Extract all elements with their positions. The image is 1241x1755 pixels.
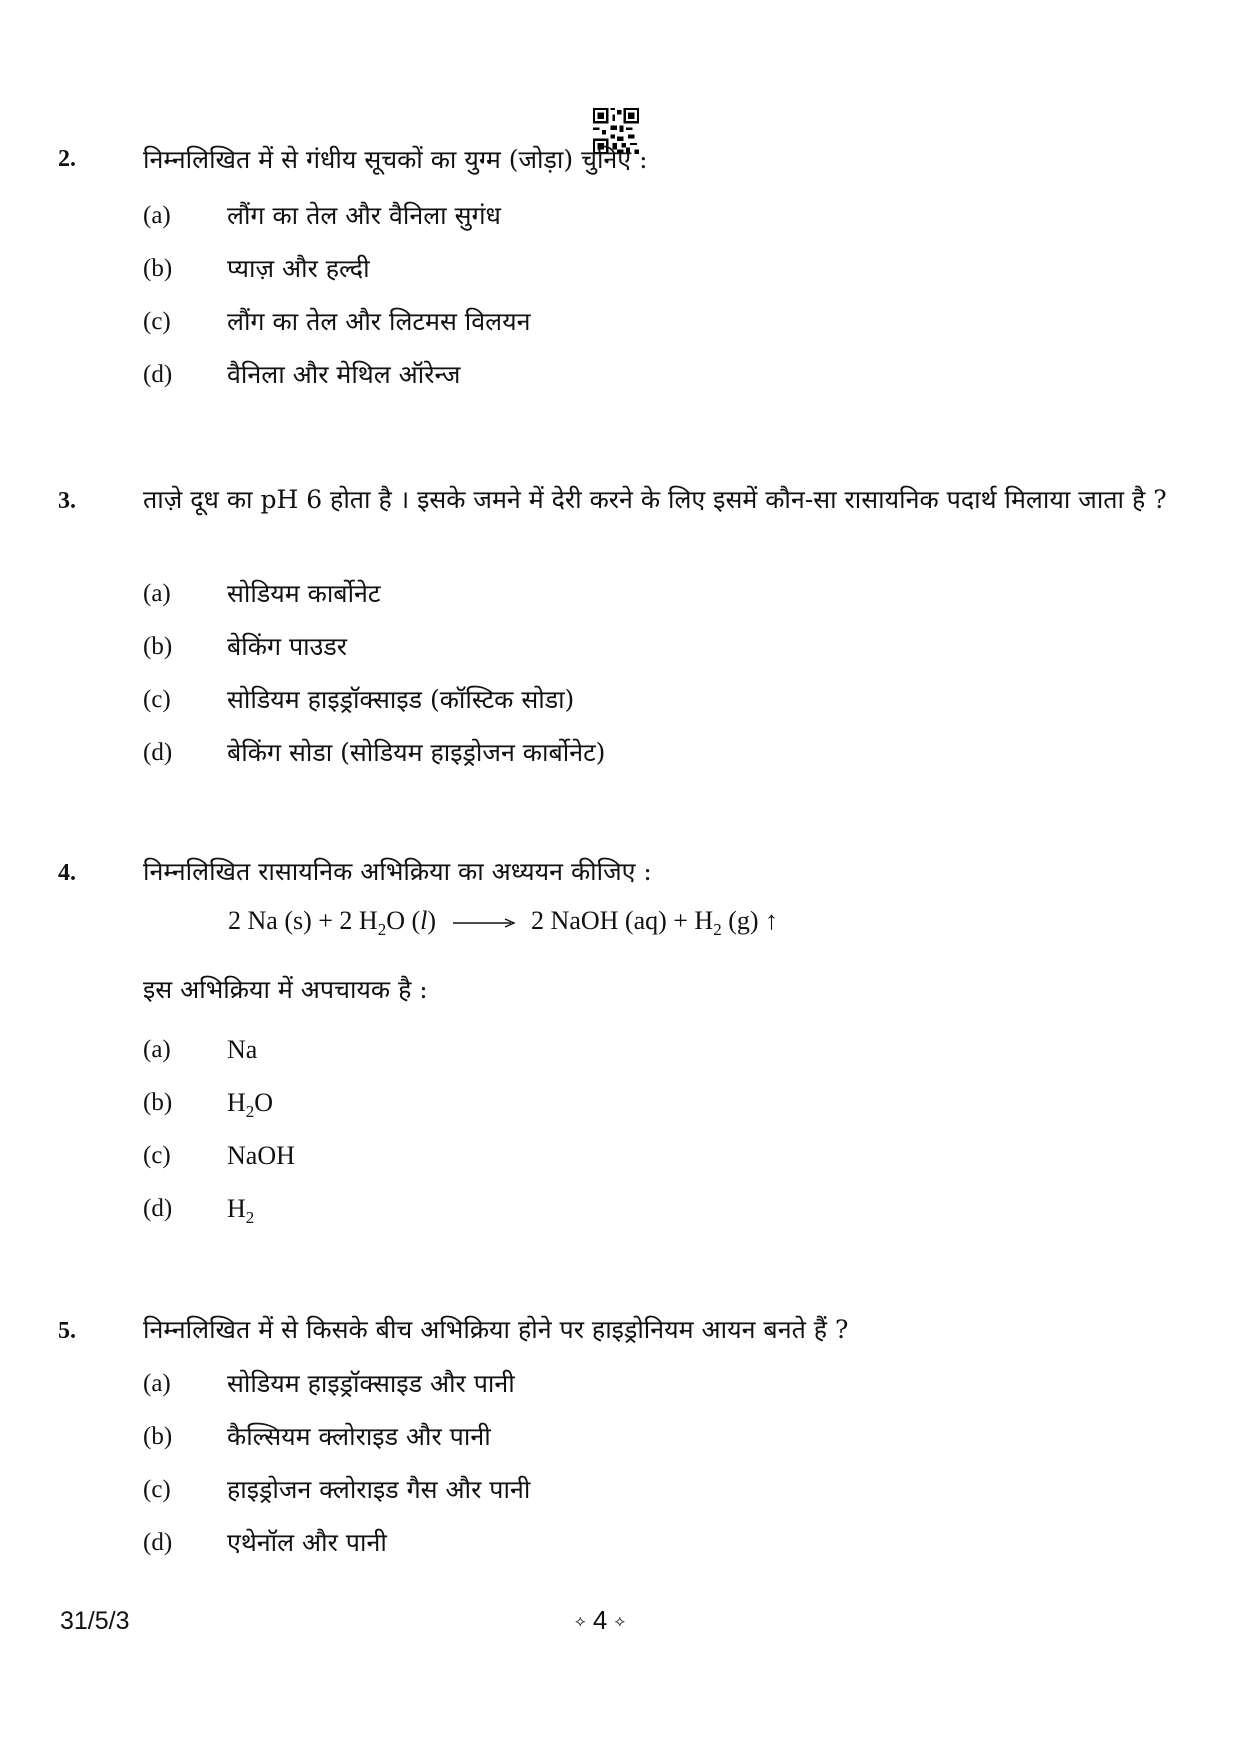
option-text: $H_2O$ xyxy=(227,1088,274,1121)
question-subtext: इस अभिक्रिया में अपचायक है : xyxy=(143,975,428,1004)
page-number-value: 4 xyxy=(592,1605,608,1635)
chemical-equation xyxy=(228,906,779,939)
option-label: (b) xyxy=(143,255,173,282)
option-label: (a) xyxy=(143,580,171,607)
option-text: लौंग का तेल और वैनिला सुगंध xyxy=(227,201,501,230)
option-text: वैनिला और मेथिल ऑरेन्ज xyxy=(227,360,461,389)
option-label: (b) xyxy=(143,1089,173,1116)
option-text: सोडियम हाइड्रॉक्साइड (कॉस्टिक सोडा) xyxy=(227,685,575,714)
reaction-arrow-icon xyxy=(453,918,515,928)
question-number: 2. xyxy=(58,146,76,172)
option-text: Na xyxy=(227,1035,258,1064)
question-number: 4. xyxy=(58,860,76,886)
equation-lhs: 2 Na (s) + 2 $H_2O$ (l) xyxy=(228,906,437,939)
option-text: कैल्सियम क्लोराइड और पानी xyxy=(227,1422,491,1451)
ornament-left-icon: ⟡ xyxy=(575,1613,586,1631)
option-label: (a) xyxy=(143,202,171,229)
equation-rhs: 2 NaOH $(aq) + H_2$ (g) ↑ xyxy=(531,906,779,939)
question-text: निम्नलिखित रासायनिक अभिक्रिया का अध्ययन कीजिए : xyxy=(143,857,652,886)
option-text: $H_2$ xyxy=(227,1194,255,1227)
option-label: (c) xyxy=(143,1476,171,1503)
option-label: (d) xyxy=(143,1529,173,1556)
option-label: (c) xyxy=(143,1142,171,1169)
option-label: (d) xyxy=(143,1195,173,1222)
option-text: प्याज़ और हल्दी xyxy=(227,254,370,283)
option-label: (a) xyxy=(143,1370,171,1397)
option-text: एथेनॉल और पानी xyxy=(227,1528,387,1557)
option-label: (b) xyxy=(143,633,173,660)
option-label: (c) xyxy=(143,308,171,335)
paper-code: 31/5/3 xyxy=(60,1607,130,1635)
option-text: सोडियम कार्बोनेट xyxy=(227,579,381,608)
question-text: निम्नलिखित में से गंधीय सूचकों का युग्म (जोड़ा) चुनिए : xyxy=(143,145,648,174)
option-label: (d) xyxy=(143,739,173,766)
option-label: (b) xyxy=(143,1423,173,1450)
page-number xyxy=(575,1605,625,1636)
question-number: 5. xyxy=(58,1318,76,1344)
question-number: 3. xyxy=(58,488,76,514)
option-text: बेकिंग सोडा (सोडियम हाइड्रोजन कार्बोनेट) xyxy=(227,738,606,767)
question-text: ताज़े दूध का pH 6 होता है । इसके जमने में देरी करने के लिए इसमें कौन-सा रासायनिक पदार्थ मिलाया जाता है ? xyxy=(143,485,1167,514)
option-text: सोडियम हाइड्रॉक्साइड और पानी xyxy=(227,1369,515,1398)
ornament-right-icon: ⟡ xyxy=(614,1613,626,1631)
option-text: हाइड्रोजन क्लोराइड गैस और पानी xyxy=(227,1475,531,1504)
option-text: बेकिंग पाउडर xyxy=(227,632,347,661)
option-text: NaOH xyxy=(227,1141,295,1170)
option-label: (c) xyxy=(143,686,171,713)
question-text: निम्नलिखित में से किसके बीच अभिक्रिया होने पर हाइड्रोनियम आयन बनते हैं ? xyxy=(143,1315,849,1344)
option-label: (d) xyxy=(143,361,173,388)
option-label: (a) xyxy=(143,1036,171,1063)
option-text: लौंग का तेल और लिटमस विलयन xyxy=(227,307,531,336)
